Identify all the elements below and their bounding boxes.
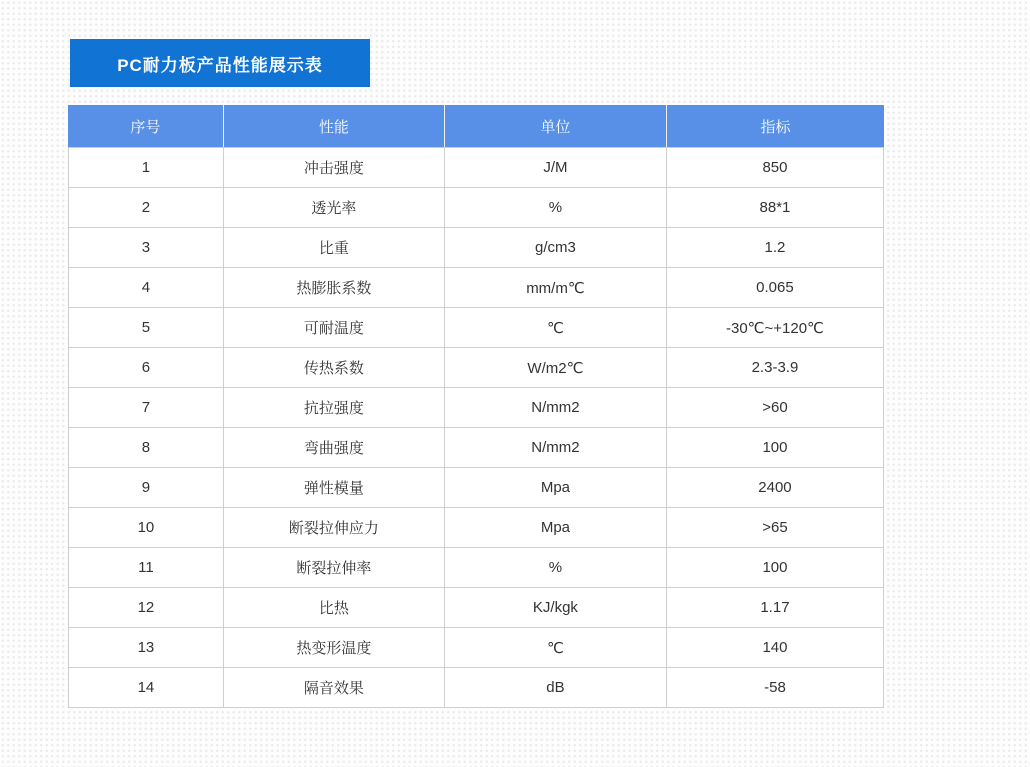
- table-cell: 透光率: [224, 188, 445, 228]
- table-cell: 140: [667, 628, 884, 668]
- table-row: [68, 147, 884, 188]
- table-cell: 13: [68, 628, 224, 668]
- table-cell: 热变形温度: [224, 628, 445, 668]
- table-cell: 88*1: [667, 188, 884, 228]
- table-cell: 热膨胀系数: [224, 268, 445, 308]
- column-header-unit: 单位: [445, 105, 667, 147]
- performance-table: [68, 105, 884, 708]
- table-cell: W/m2℃: [445, 348, 667, 388]
- table-cell: 断裂拉伸应力: [224, 508, 445, 548]
- table-cell: 5: [68, 308, 224, 348]
- table-cell: 14: [68, 668, 224, 708]
- table-cell: 9: [68, 468, 224, 508]
- table-cell: 10: [68, 508, 224, 548]
- table-cell: N/mm2: [445, 388, 667, 428]
- table-cell: 100: [667, 428, 884, 468]
- table-cell: J/M: [445, 147, 667, 188]
- table-cell: 100: [667, 548, 884, 588]
- table-row: [68, 348, 884, 388]
- table-row: [68, 548, 884, 588]
- column-header-index: 指标: [667, 105, 884, 147]
- table-body: [68, 147, 884, 708]
- table-row: [68, 468, 884, 508]
- table-cell: ℃: [445, 308, 667, 348]
- table-row: [68, 188, 884, 228]
- table-cell: N/mm2: [445, 428, 667, 468]
- table-cell: g/cm3: [445, 228, 667, 268]
- table-cell: 比重: [224, 228, 445, 268]
- table-cell: 弯曲强度: [224, 428, 445, 468]
- table-cell: KJ/kgk: [445, 588, 667, 628]
- page-title: PC耐力板产品性能展示表: [117, 55, 323, 75]
- column-header-performance: 性能: [224, 105, 445, 147]
- table-row: [68, 228, 884, 268]
- table-row: [68, 588, 884, 628]
- table-cell: Mpa: [445, 508, 667, 548]
- title-banner: [70, 39, 370, 87]
- table-row: [68, 388, 884, 428]
- table-cell: -30℃~+120℃: [667, 308, 884, 348]
- table-cell: 1: [68, 147, 224, 188]
- table-cell: -58: [667, 668, 884, 708]
- table-cell: %: [445, 548, 667, 588]
- table-cell: mm/m℃: [445, 268, 667, 308]
- table-cell: 弹性模量: [224, 468, 445, 508]
- table-row: [68, 508, 884, 548]
- table-cell: 11: [68, 548, 224, 588]
- table-cell: 0.065: [667, 268, 884, 308]
- table-cell: 850: [667, 147, 884, 188]
- table-cell: 6: [68, 348, 224, 388]
- table-row: [68, 428, 884, 468]
- table-cell: 4: [68, 268, 224, 308]
- table-row: [68, 268, 884, 308]
- table-cell: 3: [68, 228, 224, 268]
- table-cell: Mpa: [445, 468, 667, 508]
- table-cell: 2: [68, 188, 224, 228]
- table-cell: 12: [68, 588, 224, 628]
- table-cell: 2400: [667, 468, 884, 508]
- table-row: [68, 308, 884, 348]
- table-cell: ℃: [445, 628, 667, 668]
- table-cell: %: [445, 188, 667, 228]
- table-cell: 隔音效果: [224, 668, 445, 708]
- table-cell: dB: [445, 668, 667, 708]
- table-cell: 1.17: [667, 588, 884, 628]
- table-header: [68, 105, 884, 147]
- table-cell: 冲击强度: [224, 147, 445, 188]
- column-header-serial: 序号: [68, 105, 224, 147]
- table-cell: >65: [667, 508, 884, 548]
- table-cell: 断裂拉伸率: [224, 548, 445, 588]
- table-cell: 抗拉强度: [224, 388, 445, 428]
- table-cell: 8: [68, 428, 224, 468]
- table-cell: 传热系数: [224, 348, 445, 388]
- table-cell: 2.3-3.9: [667, 348, 884, 388]
- table-cell: 1.2: [667, 228, 884, 268]
- header-row: [68, 105, 884, 147]
- table-cell: >60: [667, 388, 884, 428]
- table-row: [68, 628, 884, 668]
- table-row: [68, 668, 884, 708]
- table-cell: 比热: [224, 588, 445, 628]
- table-cell: 可耐温度: [224, 308, 445, 348]
- table-cell: 7: [68, 388, 224, 428]
